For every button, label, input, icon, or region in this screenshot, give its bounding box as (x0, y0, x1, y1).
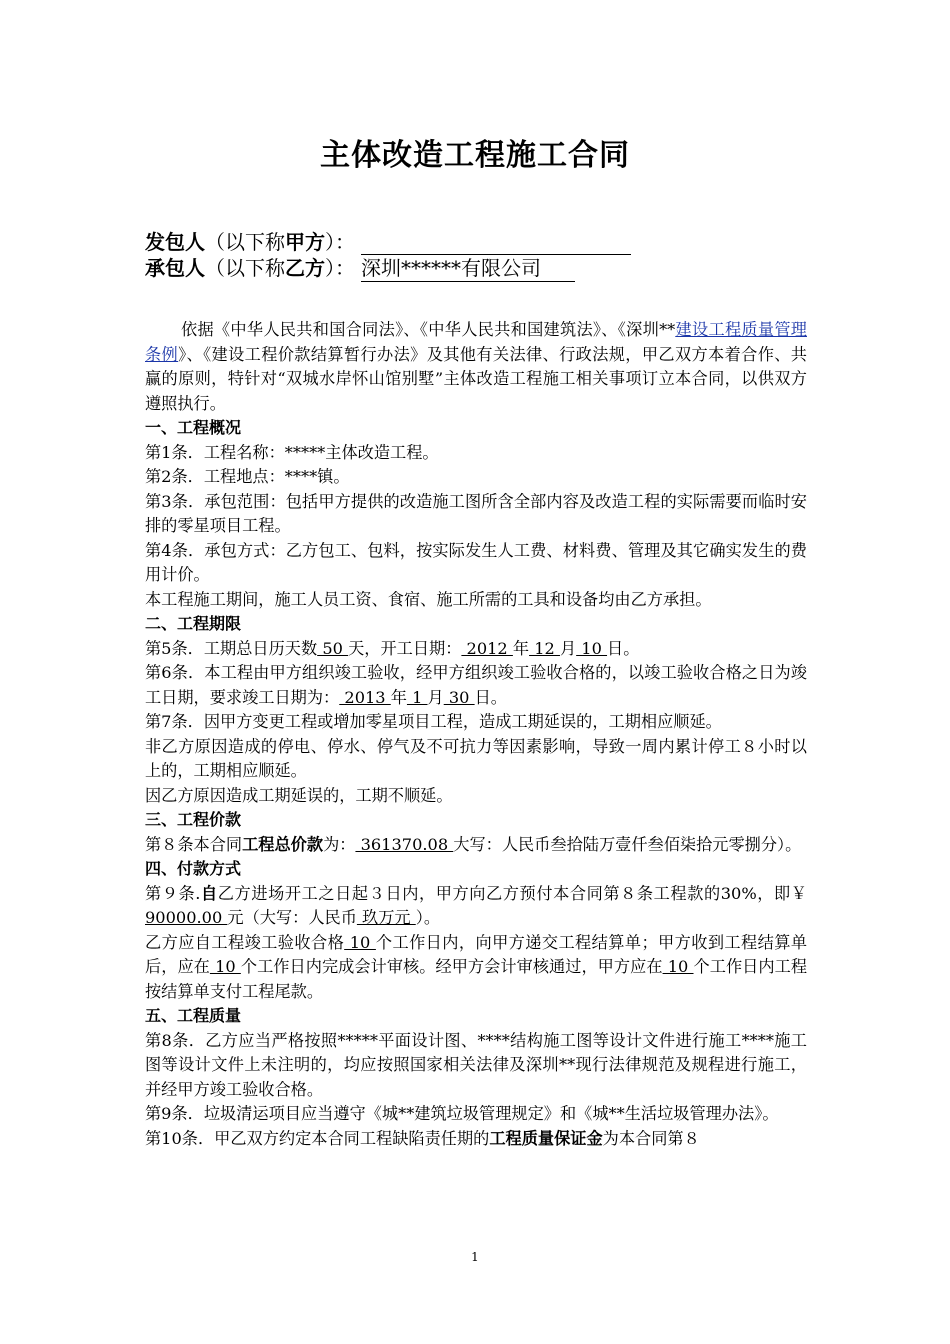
clause: 第９条.自乙方进场开工之日起３日内，甲方向乙方预付本合同第８条工程款的30%，即￥ 90000.00 元（大写：人民币 玖万元 ）。 (145, 883, 807, 927)
clause: 第1条．工程名称：*****主体改造工程。 (145, 442, 439, 462)
clause: 因乙方原因造成工期延误的，工期不顺延。 (145, 785, 453, 805)
clause: 第2条．工程地点：****镇。 (145, 467, 350, 486)
clause: 本工程施工期间，施工人员工资、食宿、施工所需的工具和设备均由乙方承担。 (145, 589, 712, 609)
clause: 第4条．承包方式：乙方包工、包料，按实际发生人工费、材料费、管理及其它确实发生的费用计价。 (145, 540, 807, 584)
clause: 第8条．乙方应当严格按照*****平面设计图、****结构施工图等设计文件进行施工****施工图等设计文件上未注明的，均应按照国家相关法律及深圳**现行法律规范及规程进行施工，并经甲方竣工验收合格。 (145, 1030, 807, 1099)
page-number: 1 (471, 1250, 479, 1264)
contract-body (145, 318, 807, 1151)
section-heading: 二、工程期限 (145, 614, 242, 633)
clause: 第3条．承包范围：包括甲方提供的改造施工图所含全部内容及改造工程的实际需要而临时安排的零星项目工程。 (145, 491, 807, 535)
section-heading: 五、工程质量 (145, 1006, 242, 1025)
clause: 第9条．垃圾清运项目应当遵守《城**建筑垃圾管理规定》和《城**生活垃圾管理办法》。 (145, 1104, 779, 1123)
clause: 第6条．本工程由甲方组织竣工验收，经甲方组织竣工验收合格的，以竣工验收合格之日为竣工日期，要求竣工日期为： 2013 年 1 月 30 日。 (145, 663, 807, 707)
party-b-line: 承包人（以下称乙方）：深圳******有限公司 (145, 252, 575, 282)
section-heading: 一、工程概况 (145, 418, 242, 437)
regulation-link[interactable]: 建设工程质量管理条例 (145, 320, 807, 364)
clause: 第7条．因甲方变更工程或增加零星项目工程，造成工期延误的，工期相应顺延。 (145, 712, 722, 731)
clause: 非乙方原因造成的停电、停水、停气及不可抗力等因素影响，导致一周内累计停工８小时以上的，工期相应顺延。 (145, 736, 807, 780)
party-a-line: 发包人（以下称甲方）： (145, 226, 631, 255)
section-heading: 三、工程价款 (145, 810, 242, 829)
party-b-name: 深圳******有限公司 (361, 252, 575, 282)
clause: 乙方应自工程竣工验收合格 10 个工作日内，向甲方递交工程结算单；甲方收到工程结算单后，应在 10 个工作日内完成会计审核。经甲方会计审核通过，甲方应在 10 个工作日内工程按结算单支付工程尾款。 (145, 932, 808, 1001)
clause: 第８条本合同工程总价款为： 361370.08 大写：人民币叁拾陆万壹仟叁佰柒拾元零捌分）。 (145, 834, 802, 854)
section-heading: 四、付款方式 (145, 859, 242, 878)
document-title: 主体改造工程施工合同 (320, 138, 630, 173)
clause: 第5条．工期总日历天数 50 天，开工日期： 2012 年 12 月 10 日。 (145, 638, 640, 658)
clause: 第10条．甲乙双方约定本合同工程缺陷责任期的工程质量保证金为本合同第８ (145, 1128, 700, 1148)
intro-paragraph: 依据《中华人民共和国合同法》、《中华人民共和国建筑法》、《深圳**建设工程质量管理条例》、《建设工程价款结算暂行办法》及其他有关法律、行政法规，甲乙双方本着合作、共赢的原则，特针对“双城水岸怀山馆别墅”主体改造工程施工相关事项订立本合同，以供双方遵照执行。 (145, 320, 807, 413)
